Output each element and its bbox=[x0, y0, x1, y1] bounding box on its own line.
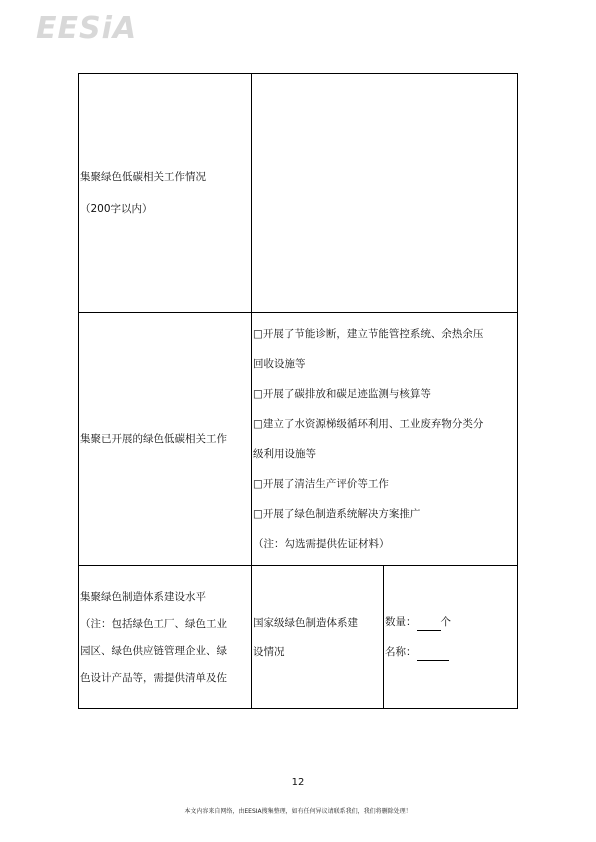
option-carbon-monitoring[interactable]: □开展了碳排放和碳足迹监测与核算等 bbox=[253, 388, 431, 400]
national-level-label-cell bbox=[252, 566, 384, 709]
label-line: 集聚已开展的绿色低碳相关工作 bbox=[80, 433, 227, 445]
count-blank[interactable] bbox=[417, 614, 441, 631]
table-row bbox=[79, 566, 518, 709]
application-form-table bbox=[78, 73, 518, 709]
label-line: （200字以内） bbox=[80, 203, 153, 215]
option-text-continuation: 级利用设施等 bbox=[253, 448, 316, 460]
row-label-green-manufacturing-level bbox=[79, 566, 252, 709]
name-label: 名称： bbox=[385, 645, 417, 658]
work-description-field[interactable] bbox=[252, 74, 518, 313]
option-text-continuation: 回收设施等 bbox=[253, 358, 306, 370]
row-label-green-low-carbon-work bbox=[79, 74, 252, 313]
count-unit: 个 bbox=[440, 615, 451, 628]
options-note: （注：勾选需提供佐证材料） bbox=[253, 538, 390, 550]
count-label: 数量： bbox=[385, 615, 417, 628]
label-line: 园区、绿色供应链管理企业、绿 bbox=[80, 644, 227, 657]
label-line: （注：包括绿色工厂、绿色工业 bbox=[80, 617, 227, 630]
option-green-manufacturing[interactable]: □开展了绿色制造系统解决方案推广 bbox=[253, 508, 421, 520]
count-name-cell bbox=[384, 566, 518, 709]
label-line: 色设计产品等，需提供清单及佐 bbox=[80, 671, 227, 684]
option-energy-diagnosis[interactable]: □开展了节能诊断，建立节能管控系统、余热余压 bbox=[253, 328, 484, 340]
option-clean-production[interactable]: □开展了清洁生产评价等工作 bbox=[253, 478, 389, 490]
completed-work-options bbox=[252, 313, 518, 566]
count-row bbox=[385, 614, 516, 631]
label-line: 集聚绿色制造体系建设水平 bbox=[80, 590, 206, 603]
row-label-completed-work bbox=[79, 313, 252, 566]
option-water-recycling[interactable]: □建立了水资源梯级循环利用、工业废弃物分类分 bbox=[253, 418, 484, 430]
table-row bbox=[79, 313, 518, 566]
name-row bbox=[385, 644, 516, 661]
table-row bbox=[79, 74, 518, 313]
name-blank[interactable] bbox=[417, 644, 449, 661]
label-line: 设情况 bbox=[253, 645, 285, 658]
label-line: 国家级绿色制造体系建 bbox=[253, 616, 358, 629]
eesia-logo: EESiA bbox=[36, 11, 138, 46]
footer-disclaimer: 本文内容来自网络，由EESIA搜集整理，如有任何异议请联系我们，我们将删除处理！ bbox=[184, 808, 412, 815]
page-number: 12 bbox=[291, 777, 305, 788]
label-line: 集聚绿色低碳相关工作情况 bbox=[80, 171, 206, 183]
